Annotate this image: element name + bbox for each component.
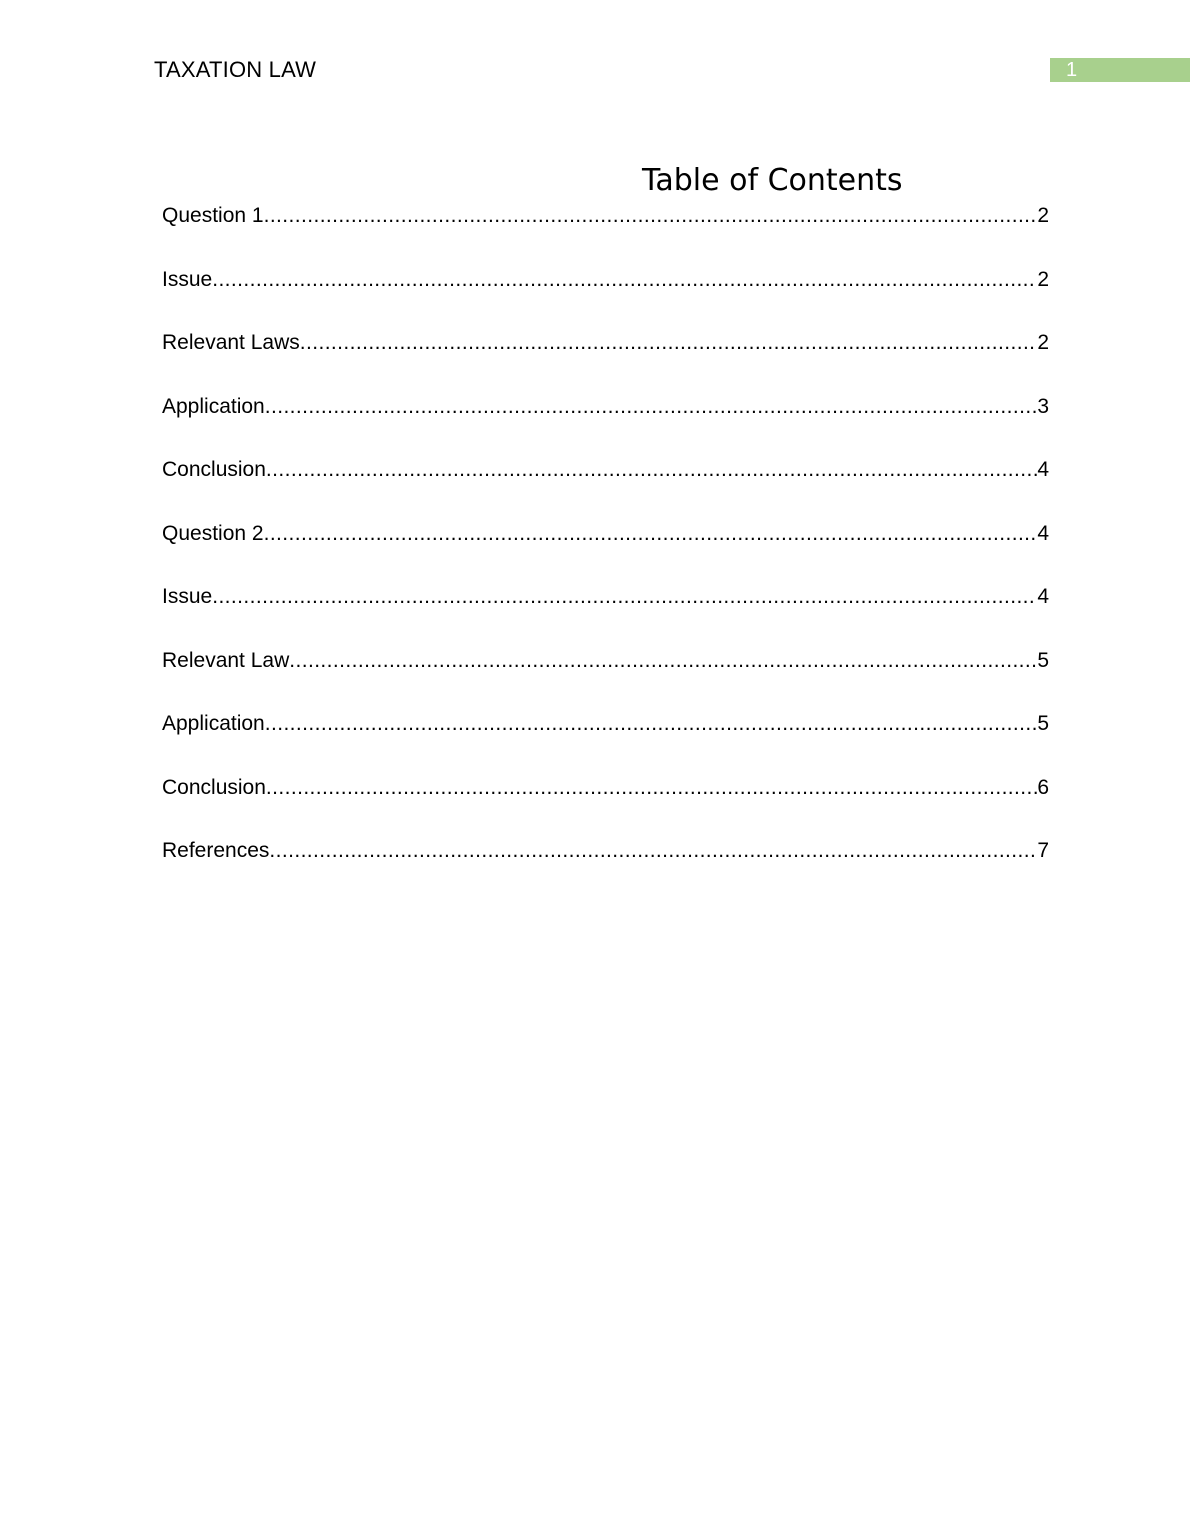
toc-entry-page: 2 [1037,267,1049,291]
toc-entry-page: 4 [1037,458,1049,481]
toc-dot-leader [300,330,1038,356]
toc-dot-leader [265,711,1038,737]
toc-heading: Table of Contents [642,163,903,198]
toc-entry-page: 5 [1037,712,1049,735]
toc-entry-label: References [162,839,270,862]
toc-dot-leader [266,775,1037,801]
toc-dot-leader [265,394,1038,420]
toc-entry-page: 6 [1037,775,1049,799]
toc-dot-leader [266,457,1037,483]
toc-entry-label: Issue [162,267,213,291]
toc-entry-issue-2[interactable] [162,584,1049,648]
toc-entry-issue-1[interactable] [162,267,1049,331]
toc-entry-label: Relevant Law [162,648,290,672]
toc-entry-relevant-law[interactable] [162,648,1049,712]
toc-entry-page: 7 [1037,839,1049,862]
toc-entry-application-2[interactable] [162,711,1049,775]
toc-entry-page: 2 [1037,204,1049,227]
toc-entry-page: 5 [1037,648,1049,672]
toc-entry-relevant-laws[interactable] [162,330,1049,394]
toc-entry-label: Application [162,394,265,418]
toc-dot-leader [264,203,1038,229]
toc-entry-label: Issue [162,585,213,608]
toc-entry-page: 4 [1037,521,1049,545]
toc-entry-application-1[interactable] [162,394,1049,458]
toc-entry-label: Question 1 [162,204,264,227]
toc-entry-question-1[interactable] [162,203,1049,267]
toc-entry-label: Conclusion [162,458,266,481]
page-number: 1 [1066,59,1078,81]
document-header-title: TAXATION LAW [154,57,317,82]
table-of-contents [162,203,1049,902]
toc-dot-leader [269,838,1037,864]
toc-entry-page: 2 [1037,331,1049,354]
toc-entry-label: Conclusion [162,775,266,799]
toc-dot-leader [212,267,1037,293]
toc-entry-label: Application [162,712,265,735]
toc-dot-leader [212,584,1037,610]
toc-entry-page: 3 [1037,394,1049,418]
toc-dot-leader [289,648,1037,674]
toc-entry-references[interactable] [162,838,1049,902]
toc-entry-label: Relevant Laws [162,331,300,354]
toc-entry-label: Question 2 [162,521,264,545]
page-number-badge [1050,58,1190,82]
toc-dot-leader [264,521,1038,547]
toc-entry-conclusion-1[interactable] [162,457,1049,521]
toc-entry-page: 4 [1037,585,1049,608]
toc-entry-question-2[interactable] [162,521,1049,585]
toc-entry-conclusion-2[interactable] [162,775,1049,839]
